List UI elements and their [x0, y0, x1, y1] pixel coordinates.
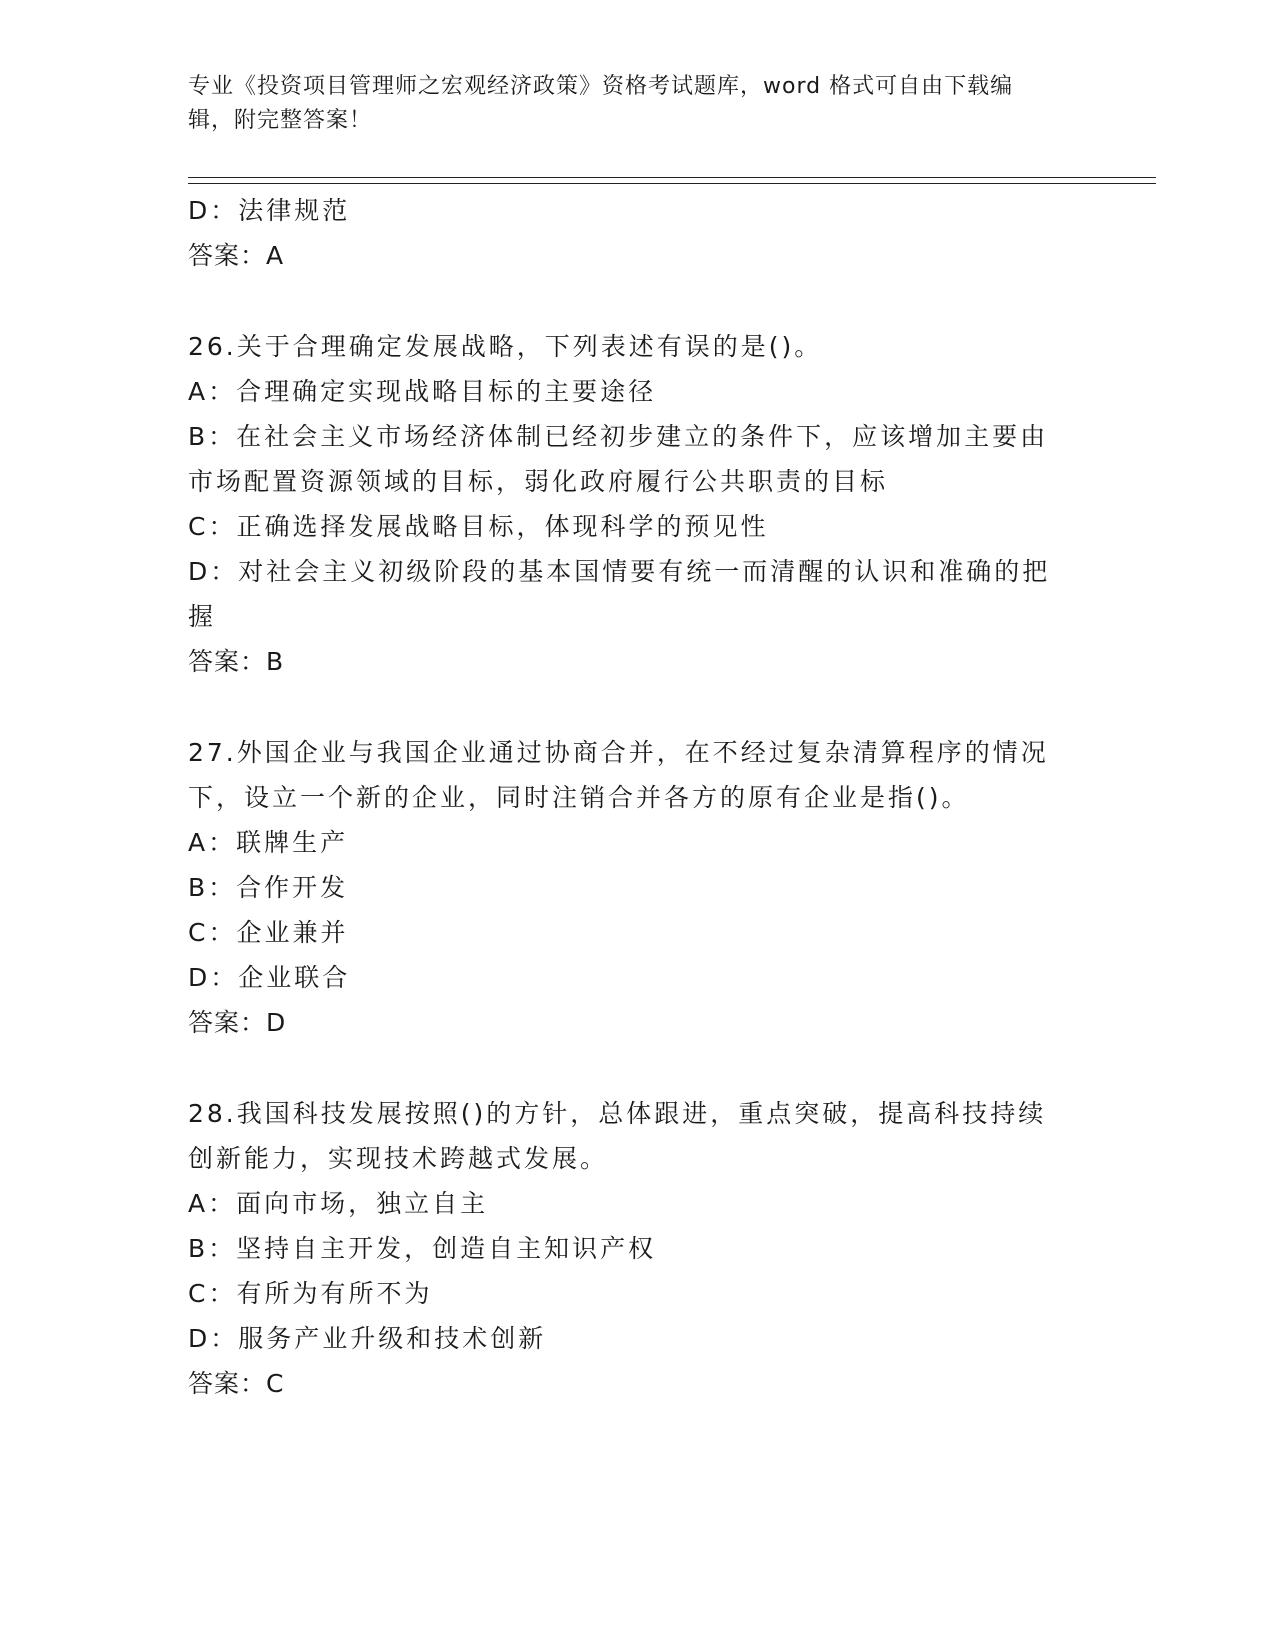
question-content [188, 188, 1088, 1406]
q27-option-a: A：联牌生产 [188, 828, 349, 857]
question-28 [188, 1091, 1088, 1406]
q28-stem-line2: 创新能力，实现技术跨越式发展。 [188, 1144, 609, 1173]
q28-stem-line1: 28.我国科技发展按照()的方针，总体跟进，重点突破，提高科技持续 [188, 1099, 1047, 1128]
header-line-1: 专业《投资项目管理师之宏观经济政策》资格考试题库，word 格式可自由下载编 [188, 74, 1014, 99]
q27-option-d: D：企业联合 [188, 963, 351, 992]
q27-answer: 答案：D [188, 1008, 287, 1037]
q28-answer: 答案：C [188, 1369, 285, 1398]
header-divider-bottom [188, 183, 1156, 184]
prev-option-d: D：法律规范 [188, 196, 351, 225]
q26-option-a: A：合理确定实现战略目标的主要途径 [188, 377, 657, 406]
document-header [188, 70, 1088, 138]
q27-stem-line2: 下，设立一个新的企业，同时注销合并各方的原有企业是指()。 [188, 783, 970, 812]
question-26 [188, 324, 1088, 684]
q26-option-b-line1: B：在社会主义市场经济体制已经初步建立的条件下，应该增加主要由 [188, 422, 1049, 451]
q28-option-c: C：有所为有所不为 [188, 1279, 433, 1308]
prev-answer: 答案：A [188, 241, 285, 270]
header-divider-top [188, 177, 1156, 178]
q27-option-c: C：企业兼并 [188, 918, 349, 947]
q27-stem-line1: 27.外国企业与我国企业通过协商合并，在不经过复杂清算程序的情况 [188, 738, 1049, 767]
q26-option-c: C：正确选择发展战略目标，体现科学的预见性 [188, 512, 769, 541]
q26-answer: 答案：B [188, 647, 285, 676]
q26-option-b-line2: 市场配置资源领域的目标，弱化政府履行公共职责的目标 [188, 467, 889, 496]
spacer [188, 278, 1088, 324]
header-line-2: 辑，附完整答案！ [188, 108, 373, 133]
q28-option-a: A：面向市场，独立自主 [188, 1189, 489, 1218]
q26-option-d-line1: D：对社会主义初级阶段的基本国情要有统一而清醒的认识和准确的把 [188, 557, 1051, 586]
spacer [188, 684, 1088, 730]
q26-option-d-line2: 握 [188, 602, 217, 631]
spacer [188, 1045, 1088, 1091]
q27-option-b: B：合作开发 [188, 873, 349, 902]
q28-option-b: B：坚持自主开发，创造自主知识产权 [188, 1234, 657, 1263]
question-27 [188, 730, 1088, 1045]
q26-stem: 26.关于合理确定发展战略，下列表述有误的是()。 [188, 332, 823, 361]
q28-option-d: D：服务产业升级和技术创新 [188, 1324, 547, 1353]
